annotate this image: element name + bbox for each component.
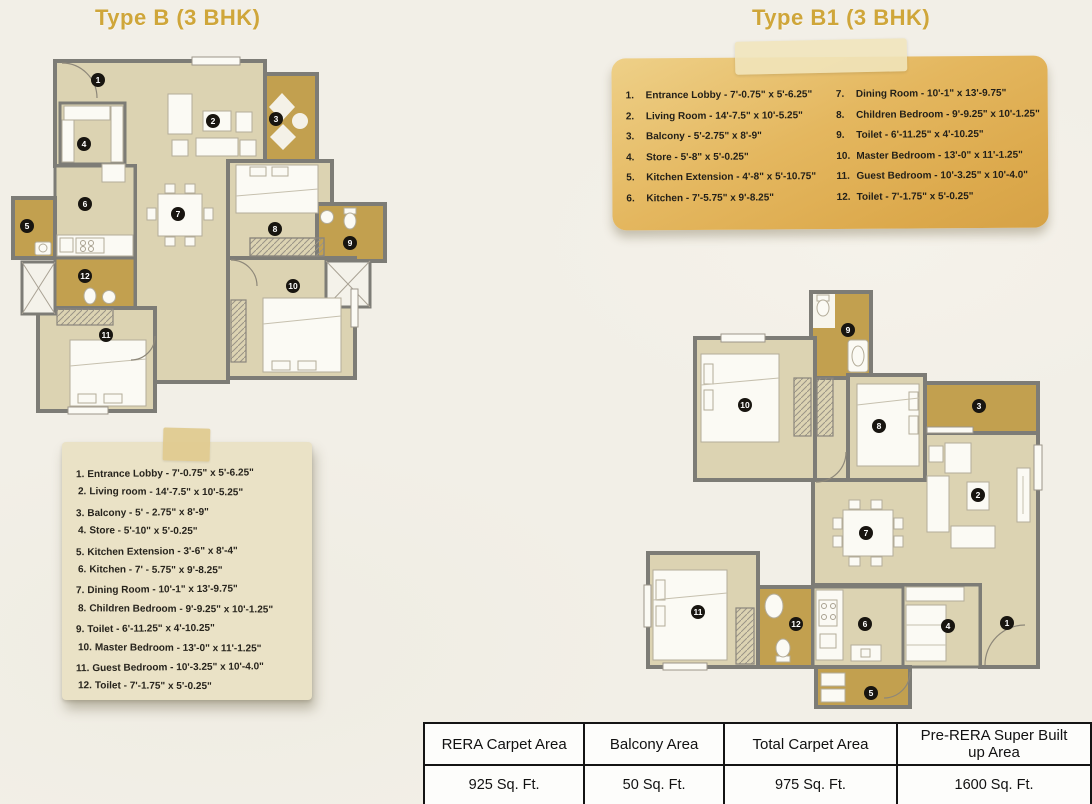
svg-text:9: 9 xyxy=(347,238,353,248)
legend-item: 5. Kitchen Extension - 3'-6" x 8'-4" xyxy=(75,545,238,558)
plan-b1-title: Type B1 (3 BHK) xyxy=(752,5,931,30)
legend-item: 11. Guest Bedroom - 10'-3.25" x 10'-4.0" xyxy=(836,169,1029,183)
shaft-left xyxy=(22,262,55,314)
wardrobe-hatched xyxy=(250,238,324,256)
floor-plan-b xyxy=(10,46,400,431)
room-marker xyxy=(20,219,34,233)
legend-item: 10. Master Bedroom - 13'-0" x 11'-1.25" xyxy=(77,641,262,655)
room-marker xyxy=(91,73,105,87)
legend-item: 2. Living Room - 14'-7.5" x 10'-5.25" xyxy=(625,109,803,123)
legend-item: 3. Balcony - 5'-2.75" x 8'-9" xyxy=(625,130,762,143)
svg-text:10: 10 xyxy=(288,281,298,291)
legend-item: 1. Entrance Lobby - 7'-0.75" x 5'-6.25" xyxy=(75,467,254,481)
guest-bed xyxy=(70,340,146,406)
window xyxy=(644,585,651,627)
svg-text:8: 8 xyxy=(272,224,278,234)
legend-item: 9. Toilet - 6'-11.25" x 4'-10.25" xyxy=(75,623,215,636)
svg-text:2: 2 xyxy=(210,116,216,126)
children-bed xyxy=(857,384,919,466)
legend-item: 5. Kitchen Extension - 4'-8" x 5'-10.75" xyxy=(626,171,817,184)
table-row xyxy=(424,765,1091,804)
legend-b1-column-2 xyxy=(836,84,1041,209)
svg-text:6: 6 xyxy=(82,199,88,209)
svg-text:12: 12 xyxy=(80,271,90,281)
svg-text:4: 4 xyxy=(945,621,951,631)
window xyxy=(663,663,707,670)
room-marker xyxy=(77,137,91,151)
svg-text:12: 12 xyxy=(791,619,801,629)
svg-text:2: 2 xyxy=(975,490,981,500)
legend-item: 9. Toilet - 6'-11.25" x 4'-10.25" xyxy=(836,129,984,142)
window xyxy=(68,407,108,414)
legend-item: 4. Store - 5'-10" x 5'-0.25" xyxy=(77,525,198,538)
area-table-header: Total Carpet Area xyxy=(724,723,897,765)
window xyxy=(351,289,358,327)
room-marker xyxy=(343,236,357,250)
svg-text:4: 4 xyxy=(81,139,87,149)
legend-item: 1. Entrance Lobby - 7'-0.75" x 5'-6.25" xyxy=(625,89,813,102)
svg-text:8: 8 xyxy=(876,421,882,431)
area-table-value: 975 Sq. Ft. xyxy=(724,765,897,804)
area-table-header: RERA Carpet Area xyxy=(424,723,584,765)
legend-item: 6. Kitchen - 7' - 5.75" x 9'-8.25" xyxy=(77,564,223,577)
room-marker xyxy=(972,399,986,413)
legend-item: 12. Toilet - 7'-1.75" x 5'-0.25" xyxy=(77,680,212,693)
legend-item: 8. Children Bedroom - 9'-9.25" x 10'-1.25" xyxy=(77,603,274,616)
room-marker xyxy=(78,197,92,211)
svg-text:5: 5 xyxy=(868,688,874,698)
room-marker xyxy=(858,617,872,631)
svg-text:10: 10 xyxy=(740,400,750,410)
legend-item: 3. Balcony - 5' - 2.75" x 8'-9" xyxy=(75,506,209,520)
room-marker xyxy=(971,488,985,502)
floor-plan-b1 xyxy=(633,290,1058,710)
room-marker xyxy=(691,605,705,619)
window xyxy=(192,57,240,65)
legend-b1-column-1 xyxy=(626,85,837,210)
area-table-header: Pre-RERA Super Built up Area xyxy=(897,723,1091,765)
room-marker xyxy=(206,114,220,128)
wardrobe-hatched xyxy=(57,309,113,325)
area-table-value: 50 Sq. Ft. xyxy=(584,765,724,804)
legend-note-b xyxy=(62,442,312,700)
tape xyxy=(735,38,908,75)
legend-item: 7. Dining Room - 10'-1" x 13'-9.75" xyxy=(75,583,238,597)
room-marker xyxy=(859,526,873,540)
room-marker xyxy=(269,112,283,126)
window xyxy=(721,334,765,342)
room-marker xyxy=(171,207,185,221)
kitchen-extension-sink xyxy=(35,242,51,255)
area-table-value: 925 Sq. Ft. xyxy=(424,765,584,804)
legend-note-b1 xyxy=(611,55,1048,230)
legend-item: 6. Kitchen - 7'-5.75" x 9'-8.25" xyxy=(626,192,775,205)
legend-item: 12. Toilet - 7'-1.75" x 5'-0.25" xyxy=(836,190,974,203)
room-marker xyxy=(941,619,955,633)
svg-text:9: 9 xyxy=(845,325,851,335)
room-marker xyxy=(1000,616,1014,630)
room-marker xyxy=(841,323,855,337)
area-table-header: Balcony Area xyxy=(584,723,724,765)
legend-item: 8. Children Bedroom - 9'-9.25" x 10'-1.25" xyxy=(836,108,1040,121)
legend-item: 2. Living room - 14'-7.5" x 10'-5.25" xyxy=(77,486,244,499)
svg-text:5: 5 xyxy=(24,221,30,231)
wardrobe-hatched xyxy=(736,608,754,664)
svg-text:6: 6 xyxy=(862,619,868,629)
svg-text:11: 11 xyxy=(693,607,703,617)
svg-text:11: 11 xyxy=(101,330,111,340)
plan-b-title: Type B (3 BHK) xyxy=(95,5,261,30)
wardrobe-hatched xyxy=(794,378,811,436)
legend-item: 10. Master Bedroom - 13'-0" x 11'-1.25" xyxy=(836,149,1023,162)
tape xyxy=(163,427,211,461)
room-marker xyxy=(78,269,92,283)
balcony-sill xyxy=(927,427,973,433)
svg-text:1: 1 xyxy=(1004,618,1010,628)
room-marker xyxy=(99,328,113,342)
room-marker xyxy=(738,398,752,412)
wardrobe-hatched xyxy=(231,300,246,362)
area-table-value: 1600 Sq. Ft. xyxy=(897,765,1091,804)
svg-text:3: 3 xyxy=(273,114,279,124)
svg-text:7: 7 xyxy=(175,209,181,219)
room-marker xyxy=(872,419,886,433)
room-marker xyxy=(789,617,803,631)
legend-item: 4. Store - 5'-8" x 5'-0.25" xyxy=(626,151,749,164)
room-marker xyxy=(268,222,282,236)
room-marker xyxy=(286,279,300,293)
room-marker xyxy=(864,686,878,700)
svg-text:3: 3 xyxy=(976,401,982,411)
kitchen-counter xyxy=(57,235,133,256)
area-table xyxy=(423,722,1092,804)
svg-text:7: 7 xyxy=(863,528,869,538)
window xyxy=(1034,445,1042,490)
svg-text:1: 1 xyxy=(95,75,101,85)
legend-item: 11. Guest Bedroom - 10'-3.25" x 10'-4.0" xyxy=(75,661,264,675)
legend-item: 7. Dining Room - 10'-1" x 13'-9.75" xyxy=(835,87,1007,100)
wardrobe-hatched xyxy=(817,378,833,436)
